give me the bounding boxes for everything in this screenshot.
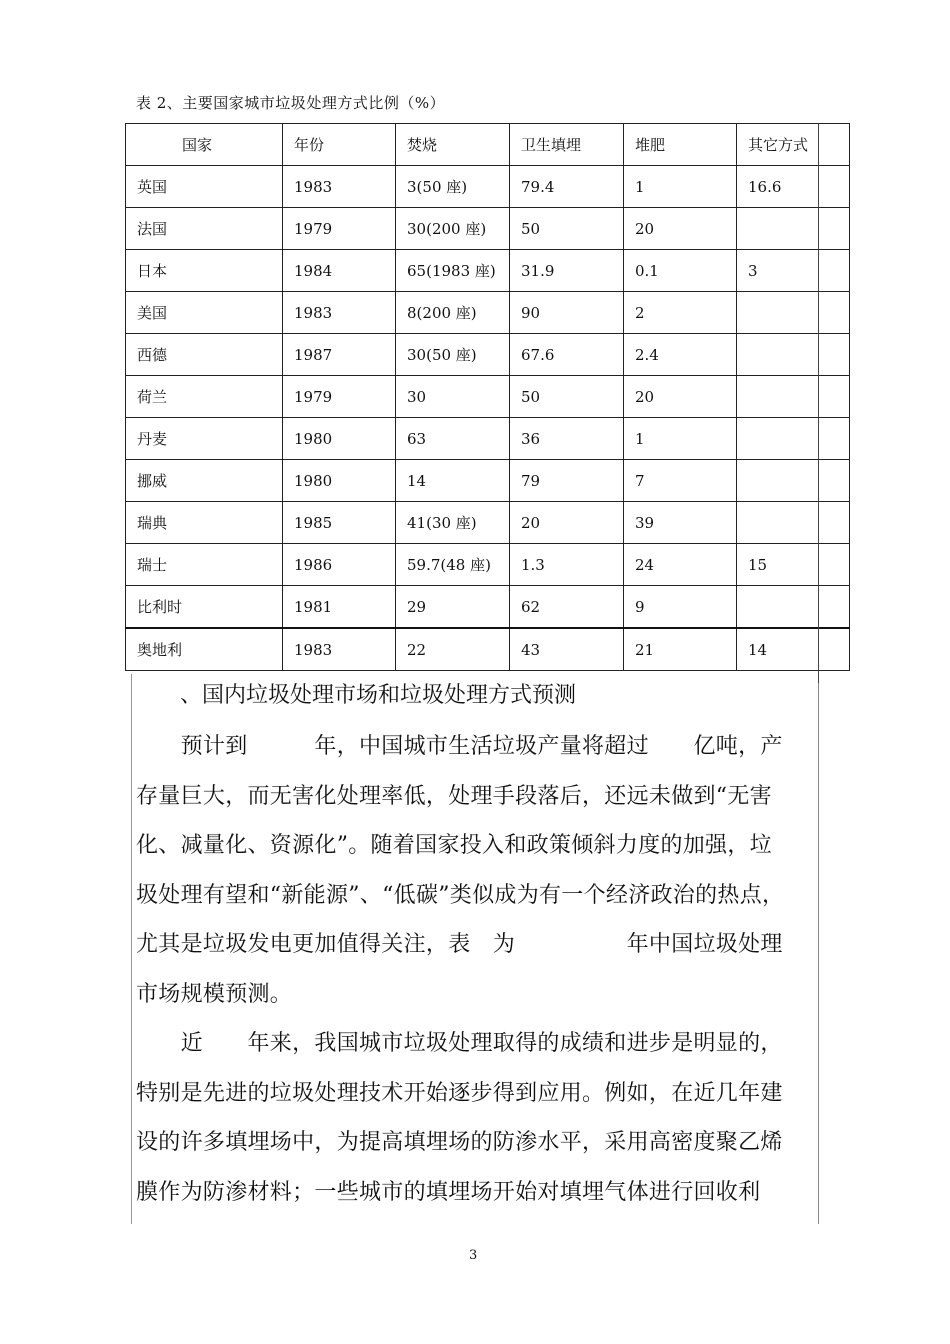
table-cell: 其它方式	[737, 124, 850, 166]
table-cell: 14	[396, 460, 510, 502]
table-cell: 1980	[283, 460, 396, 502]
table-cell: 59.7(48 座)	[396, 544, 510, 586]
table-cell: 79.4	[510, 166, 624, 208]
table-cell: 39	[624, 502, 737, 544]
table-cell: 丹麦	[126, 418, 283, 460]
table-cell: 日本	[126, 250, 283, 292]
section-heading: 、国内垃圾处理市场和垃圾处理方式预测	[180, 683, 577, 708]
table-row	[126, 502, 850, 544]
table-cell: 20	[510, 502, 624, 544]
table-cell: 21	[624, 628, 737, 671]
table-cell: 22	[396, 628, 510, 671]
table-cell: 14	[737, 628, 850, 671]
table-cell	[737, 334, 850, 376]
table-row	[126, 250, 850, 292]
table-cell: 比利时	[126, 586, 283, 629]
table-cell: 90	[510, 292, 624, 334]
table-cell: 36	[510, 418, 624, 460]
table-cell: 31.9	[510, 250, 624, 292]
table-cell: 1979	[283, 208, 396, 250]
table-cell: 堆肥	[624, 124, 737, 166]
table-cell: 1981	[283, 586, 396, 629]
left-border-line	[131, 674, 132, 1224]
paragraph-line: 特别是先进的垃圾处理技术开始逐步得到应用。例如，在近几年建	[136, 1080, 783, 1106]
table-row	[126, 292, 850, 334]
table-cell: 2.4	[624, 334, 737, 376]
table-row	[126, 460, 850, 502]
table-cell: 1986	[283, 544, 396, 586]
table-row	[126, 544, 850, 586]
table-cell: 1979	[283, 376, 396, 418]
table-cell: 65(1983 座)	[396, 250, 510, 292]
table-row	[126, 208, 850, 250]
table-cell: 3(50 座)	[396, 166, 510, 208]
table-cell: 挪威	[126, 460, 283, 502]
table-row	[126, 586, 850, 629]
table-cell: 1983	[283, 628, 396, 671]
paragraph-line: 存量巨大，而无害化处理率低，处理手段落后，还远未做到“无害	[136, 783, 772, 809]
table-cell: 62	[510, 586, 624, 629]
table-row	[126, 166, 850, 208]
table-cell: 9	[624, 586, 737, 629]
paragraph-line: 圾处理有望和“新能源”、“低碳”类似成为有一个经济政治的热点，	[136, 882, 785, 908]
table-cell: 30	[396, 376, 510, 418]
paragraph-line: 市场规模预测。	[136, 981, 293, 1007]
right-border-line	[818, 123, 819, 683]
table-cell: 西德	[126, 334, 283, 376]
table-cell: 0.1	[624, 250, 737, 292]
table-cell: 1980	[283, 418, 396, 460]
table-cell: 1983	[283, 166, 396, 208]
table-cell	[737, 418, 850, 460]
table-cell: 63	[396, 418, 510, 460]
paragraph-line: 尤其是垃圾发电更加值得关注，表 为 年中国垃圾处理	[136, 932, 783, 957]
table-cell: 67.6	[510, 334, 624, 376]
table-cell: 美国	[126, 292, 283, 334]
table-cell: 20	[624, 376, 737, 418]
table-cell: 43	[510, 628, 624, 671]
table-cell: 30(200 座)	[396, 208, 510, 250]
table-cell: 30(50 座)	[396, 334, 510, 376]
paragraph-forecast	[136, 722, 816, 1019]
table-cell: 荷兰	[126, 376, 283, 418]
table-cell: 1983	[283, 292, 396, 334]
table-cell: 50	[510, 208, 624, 250]
page-number: 3	[469, 1248, 478, 1263]
table-cell: 年份	[283, 124, 396, 166]
table-cell	[737, 208, 850, 250]
table-cell: 15	[737, 544, 850, 586]
table-row	[126, 418, 850, 460]
garbage-treatment-table	[125, 123, 850, 671]
table-cell: 1	[624, 418, 737, 460]
paragraph-progress	[136, 1019, 816, 1217]
table-cell: 8(200 座)	[396, 292, 510, 334]
table-cell: 29	[396, 586, 510, 629]
table-caption: 表 2、主要国家城市垃圾处理方式比例（%）	[136, 94, 446, 112]
table-cell: 20	[624, 208, 737, 250]
table-cell	[737, 292, 850, 334]
table-cell: 50	[510, 376, 624, 418]
paragraph-line: 近 年来，我国城市垃圾处理取得的成绩和进步是明显的，	[136, 1031, 783, 1056]
table-cell: 1987	[283, 334, 396, 376]
table-cell: 41(30 座)	[396, 502, 510, 544]
table-cell: 1985	[283, 502, 396, 544]
table-cell: 瑞典	[126, 502, 283, 544]
table-cell: 英国	[126, 166, 283, 208]
table-row	[126, 376, 850, 418]
table-cell: 卫生填埋	[510, 124, 624, 166]
table-cell: 1	[624, 166, 737, 208]
table-cell	[737, 460, 850, 502]
right-border-line-lower	[818, 683, 819, 1224]
table-cell: 7	[624, 460, 737, 502]
table-cell: 瑞士	[126, 544, 283, 586]
table-cell: 法国	[126, 208, 283, 250]
paragraph-line: 设的许多填埋场中，为提高填埋场的防渗水平，采用高密度聚乙烯	[136, 1130, 783, 1155]
table-cell: 国家	[126, 124, 283, 166]
table-cell: 2	[624, 292, 737, 334]
table-row	[126, 628, 850, 671]
table-cell: 焚烧	[396, 124, 510, 166]
paragraph-line: 预计到 年，中国城市生活垃圾产量将超过 亿吨，产	[136, 734, 783, 759]
table-cell	[737, 376, 850, 418]
table-cell: 3	[737, 250, 850, 292]
table-cell: 16.6	[737, 166, 850, 208]
table-cell	[737, 502, 850, 544]
table-cell: 奥地利	[126, 628, 283, 671]
table-cell: 1984	[283, 250, 396, 292]
table-cell	[737, 586, 850, 629]
table-row	[126, 334, 850, 376]
table-cell: 79	[510, 460, 624, 502]
paragraph-line: 化、减量化、资源化”。随着国家投入和政策倾斜力度的加强，垃	[136, 833, 772, 858]
table-cell: 1.3	[510, 544, 624, 586]
paragraph-line: 膜作为防渗材料；一些城市的填埋场开始对填埋气体进行回收利	[136, 1179, 761, 1205]
table-header-row	[126, 124, 850, 166]
table-cell: 24	[624, 544, 737, 586]
